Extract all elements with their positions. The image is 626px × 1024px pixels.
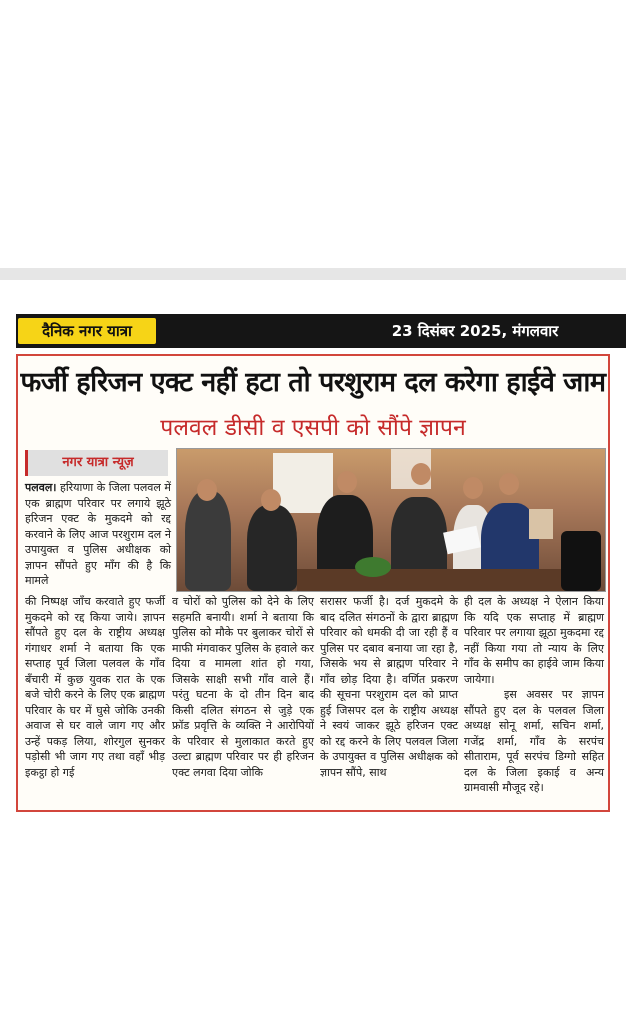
- article-text: की निष्पक्ष जाँच करवाते हुए फर्जी मुकदमे को रद्द किया जाये। ज्ञापन सौंपते हुए दल के राष्ट्रीय अध्यक्ष गंगाधर शर्मा ने बताया कि एक सप्ताह पूर्व जिला पलवल के गाँव बँचारी में कुछ युवक रात के एक बजे चोरी करने के लिए एक ब्राह्मण परिवार के घर में घुसे जोकि उनकी अवाज से घर वाले जाग गए और उन्हें पकड़ लिया, शोरगुल सुनकर पड़ोसी भी जाग गए तथा वहाँ भीड़ इकट्ठा हो गई: [25, 595, 165, 779]
- article-text: सरासर फर्जी है। दर्ज मुकदमे के बाद दलित संगठनों के द्वारा ब्राह्मण परिवार को धमकी दी जा रही हैं व पुलिस पर दबाव बनाया जा रहा है, जिसके भय से ब्राह्मण परिवार ने गाँव छोड़ दिया है। वर्णित प्रकरण की सूचना परशुराम दल को प्राप्त हुई जिसपर दल के राष्ट्रीय अध्यक्ष ने स्वयं जाकर झूठे हरिजन एक्ट को रद्द करने के लिए पलवल जिला के उपायुक्त व पुलिस अधीक्षक को ज्ञापन सौंपे, साथ: [320, 595, 458, 779]
- subheadline: पलवल डीसी व एसपी को सौंपे ज्ञापन: [160, 415, 466, 441]
- article-column-4: [464, 594, 604, 808]
- byline: नगर यात्रा न्यूज़: [25, 450, 168, 476]
- article-text: ही दल के अध्यक्ष ने ऐलान किया कि यदि एक सप्ताह में ब्राह्मण परिवार पर लगाया झूठा मुकदमा रद्द नहीं किया गया तो न्याय के लिए गाँव के समीप का हाईवे जाम किया जायेगा।: [464, 595, 604, 686]
- photo-person-head: [499, 473, 519, 495]
- photo-person: [247, 505, 297, 591]
- photo-person-head: [337, 471, 357, 493]
- article-column-3: [320, 594, 458, 808]
- article-column-1-top: [25, 480, 171, 592]
- photo-person: [185, 491, 231, 591]
- photo-person-head: [197, 479, 217, 501]
- newspaper-name: दैनिक नगर यात्रा: [18, 318, 156, 344]
- photo-frame: [529, 509, 553, 539]
- article-text: हरियाणा के जिला पलवल में एक ब्राह्मण परिवार पर लगाये झूठे हरिजन एक्ट के मुकदमे को रद्द करवाने के लिए आज परशुराम दल ने उपायुक्त व पुलिस अधीक्षक को ज्ञापन सौंपते हुए माँग की है कि मामले: [25, 481, 171, 587]
- article-column-2: [172, 594, 314, 808]
- dateline: पलवल।: [25, 481, 57, 494]
- photo-chair: [561, 531, 601, 591]
- issue-date: 23 दिसंबर 2025, मंगलवार: [391, 322, 559, 340]
- article-text: इस अवसर पर ज्ञापन सौंपते हुए दल के पलवल जिला अध्यक्ष सोनू शर्मा, सचिन शर्मा, गजेंद्र शर्मा, गाँव के सरपंच सीताराम, पूर्व सरपंच डिग्गो सहित दल के जिला इकाई व अन्य ग्रामवासी मौजूद रहे।: [464, 688, 604, 794]
- photo-plant: [355, 557, 391, 577]
- headline: फर्जी हरिजन एक्ट नहीं हटा तो परशुराम दल करेगा हाईवे जाम: [20, 367, 606, 398]
- photo-person-head: [411, 463, 431, 485]
- article-column-1: [25, 594, 165, 808]
- photo-person-head: [261, 489, 281, 511]
- news-photo: [176, 448, 606, 592]
- blank-top-area: [0, 0, 626, 268]
- photo-person-head: [463, 477, 483, 499]
- article-text: व चोरों को पुलिस को देने के लिए सहमति बनायी। शर्मा ने बताया कि पुलिस को मौके पर बुलाकर चोरों से माफी मंगवाकर पुलिस के हवाले कर दिया व मामला शांत हो गया, जिसके साक्षी सभी गाँव वाले हैं। परंतु घटना के दो तीन दिन बाद किसी दलित संगठन से जुड़े एक फ्रॉड प्रवृत्ति के व्यक्ति ने आरोपियों के परिवार से मुलाकात करते हुए उल्टा ब्राह्मण परिवार पर ही हरिजन एक्ट लगवा दिया जोकि: [172, 595, 314, 779]
- photo-desk: [297, 569, 597, 591]
- divider-band: [0, 268, 626, 280]
